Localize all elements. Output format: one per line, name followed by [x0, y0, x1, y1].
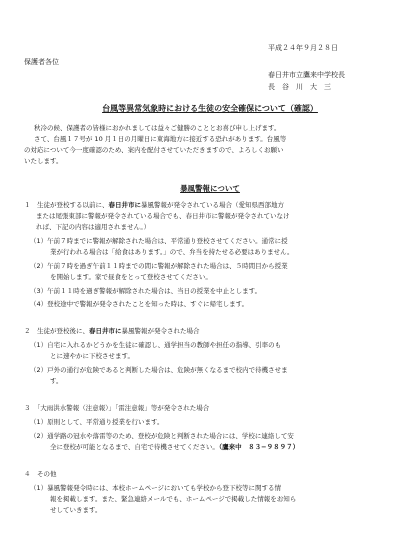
- s2-item-2a: （2）戸外の通行が危険であると判断した場合は、危険が無くなるまで校内で待機させま: [30, 366, 288, 374]
- s1-line-3: れば、下記の内容は適用されません。）: [36, 223, 151, 231]
- s1-heading: １ 生徒が登校する以前に、春日井市に暴風警報が発令されている場合（愛知県西部地方: [24, 201, 284, 209]
- sender-school: 春日井市立鷹来中学校長: [268, 71, 345, 79]
- document-date: 平成２４年９月２８日: [268, 44, 338, 52]
- s2-item-1a: （1）自宅に入れるかどうかを生徒に確認し、通学担当の教師や担任の指導、引率のも: [30, 341, 282, 349]
- s1-item-2b: を開始します。家で昼食をとって登校させてください。: [50, 273, 212, 281]
- s2-item-1b: とに速やかに下校させます。: [50, 352, 134, 360]
- document-title: 台風等異常気象時における生徒の安全確保について（確認）: [102, 104, 318, 113]
- s1-item-2a: （2）午前７時を過ぎ午前１１時までの間に警報が解除された場合は、５時間目から授業: [30, 262, 288, 270]
- s4-heading: ４ その他: [24, 470, 57, 478]
- s3-item-1: （1）原則として、平常通り授業を行います。: [30, 418, 164, 426]
- s2-heading: ２ 生徒が登校後に、春日井市に暴風警報が発令された場合: [24, 327, 200, 335]
- s1-item-1a: （1）午前７時までに警報が解除された場合は、平常通り登校させてください。通常に授: [30, 237, 288, 245]
- s1-line-2: または尾張東部に警報が発令されている場合でも、春日井市に警報が発令されていなけ: [36, 212, 290, 220]
- s3-item-2a: （2）通学路の冠水や落雷等のため、登校が危険と判断された場合には、学校に連絡して安: [30, 432, 294, 440]
- section-title: 暴風警報について: [180, 184, 240, 193]
- s3-item-2b: 全に登校が可能となるまで、自宅で待機させてください。（鷹来中 ８３−９８９７）: [50, 443, 300, 451]
- intro-line-3: の対応について今一度確認のため、案内を配付させていただきますので、よろしくお願い: [24, 146, 284, 154]
- s3-heading: ３ 「大雨洪水警報（注意報）」「雷注意報」等が発令された場合: [24, 404, 210, 412]
- s1-item-1b: 業が行われる場合は「給食はあります。」ので、弁当を持たせる必要はありません。: [50, 248, 294, 256]
- sender-name: 長 谷 川 大 三: [268, 83, 331, 91]
- s4-item-1a: （1）暴風警報発令時には、本校ホームページにおいても学校から登下校等に関する情: [30, 484, 282, 492]
- intro-line-2: さて、台風１７号が 10 月１日の月曜日に東海地方に接近する恐れがあります。台風等: [34, 135, 287, 143]
- s2-item-2b: す。: [50, 377, 63, 385]
- addressee: 保護者各位: [24, 58, 59, 66]
- intro-line-4: いたします。: [24, 157, 63, 165]
- s1-item-3: （3）午前１１時を過ぎ警報が解除された場合は、当日の授業を中止とします。: [30, 287, 262, 295]
- s1-item-4: （4）登校途中で警報が発令されたことを知った時は、すぐに帰宅します。: [30, 300, 249, 308]
- s4-item-1c: せしていきます。: [50, 506, 102, 514]
- s4-item-1b: 報を掲載します。また、緊急連絡メールでも、ホームページで掲載した情報をお知ら: [50, 495, 297, 503]
- intro-line-1: 秋冷の候、保護者の皆様におかれましては益々ご健勝のこととお喜び申し上げます。: [34, 124, 281, 132]
